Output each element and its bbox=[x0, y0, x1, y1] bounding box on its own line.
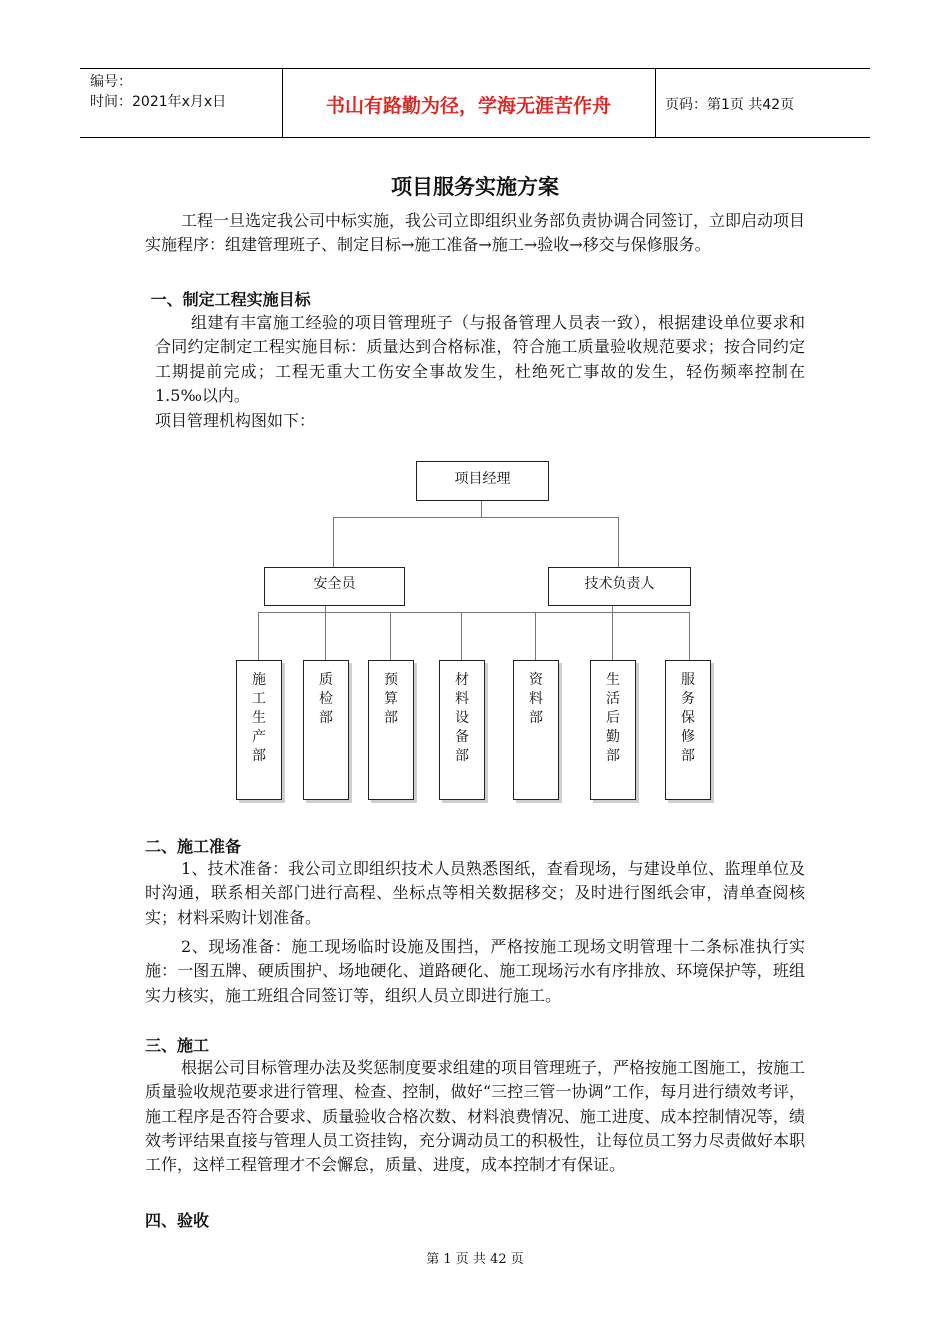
document-title: 项目服务实施方案 bbox=[391, 175, 559, 199]
org-dept-box bbox=[236, 660, 282, 800]
org-dept-box bbox=[368, 660, 414, 800]
org-dept-box bbox=[590, 660, 636, 800]
header-page-info: 页码：第1页 共42页 bbox=[665, 97, 795, 113]
org-dept-box bbox=[303, 660, 349, 800]
header-divider bbox=[655, 69, 656, 137]
org-dept-label: 预算部 bbox=[384, 672, 398, 726]
org-node-project-manager: 项目经理 bbox=[416, 461, 549, 501]
org-dept-box bbox=[665, 660, 711, 800]
org-dept-label: 施工生产部 bbox=[252, 672, 266, 764]
intro-paragraph: 工程一旦选定我公司中标实施，我公司立即组织业务部负责协调合同签订，立即启动项目实施程序：组建管理班子、制定目标→施工准备→施工→验收→移交与保修服务。 bbox=[145, 211, 806, 255]
org-dept-label: 资料部 bbox=[529, 672, 543, 726]
document-number-label: 编号： bbox=[90, 74, 132, 90]
org-dept-label: 质检部 bbox=[319, 672, 333, 726]
section-2-paragraph-2: 2、现场准备：施工现场临时设施及围挡，严格按施工现场文明管理十二条标准执行实施：一图五牌、硬质围护、场地硬化、道路硬化、施工现场污水有序排放、环境保护等，班组实力核实，施工班组合同签订等，组织人员立即进行施工。 bbox=[145, 937, 805, 1005]
org-node-technical-lead: 技术负责人 bbox=[548, 567, 691, 606]
header-motto: 书山有路勤为径，学海无涯苦作舟 bbox=[325, 95, 611, 117]
org-chart-intro: 项目管理机构图如下： bbox=[155, 411, 316, 430]
org-dept-box bbox=[439, 660, 485, 800]
section-1-heading: 一、制定工程实施目标 bbox=[145, 290, 311, 309]
section-2-heading: 二、施工准备 bbox=[145, 837, 242, 856]
section-3-paragraph: 根据公司目标管理办法及奖惩制度要求组建的项目管理班子，严格按施工图施工，按施工质量验收规范要求进行管理、检查、控制，做好“三控三管一协调”工作，每月进行绩效考评，施工程序是否符合要求、质量验收合格次数、材料浪费情况、施工进度、成本控制情况等，绩效考评结果直接与管理人员工资挂钩，充分调动员工的积极性，让每位员工努力尽责做好本职工作，这样工程管理才不会懈怠，质量、进度，成本控制才有保证。 bbox=[145, 1058, 806, 1175]
org-dept-label: 生活后勤部 bbox=[606, 672, 620, 764]
org-dept-label: 服务保修部 bbox=[681, 672, 695, 764]
org-dept-box bbox=[513, 660, 559, 800]
page-footer: 第 1 页 共 42 页 bbox=[426, 1252, 524, 1267]
section-3-heading: 三、施工 bbox=[145, 1036, 210, 1055]
page-header bbox=[80, 68, 870, 138]
section-1-paragraph: 组建有丰富施工经验的项目管理班子（与报备管理人员表一致），根据建设单位要求和合同约定制定工程实施目标：质量达到合格标准，符合施工质量验收规范要求；按合同约定工期提前完成；工程无重大工伤安全事故发生，杜绝死亡事故的发生，轻伤频率控制在1.5‰以内。 bbox=[155, 313, 805, 405]
header-meta bbox=[90, 72, 226, 112]
document-date-label: 时间：2021年x月x日 bbox=[90, 94, 227, 110]
section-2-paragraph-1: 1、技术准备：我公司立即组织技术人员熟悉图纸，查看现场，与建设单位、监理单位及时沟通，联系相关部门进行高程、坐标点等相关数据移交；及时进行图纸会审，清单查阅核实；材料采购计划准备。 bbox=[145, 859, 805, 927]
section-4-heading: 四、验收 bbox=[145, 1211, 210, 1230]
org-dept-label: 材料设备部 bbox=[455, 672, 469, 764]
org-node-safety-officer: 安全员 bbox=[264, 567, 405, 606]
